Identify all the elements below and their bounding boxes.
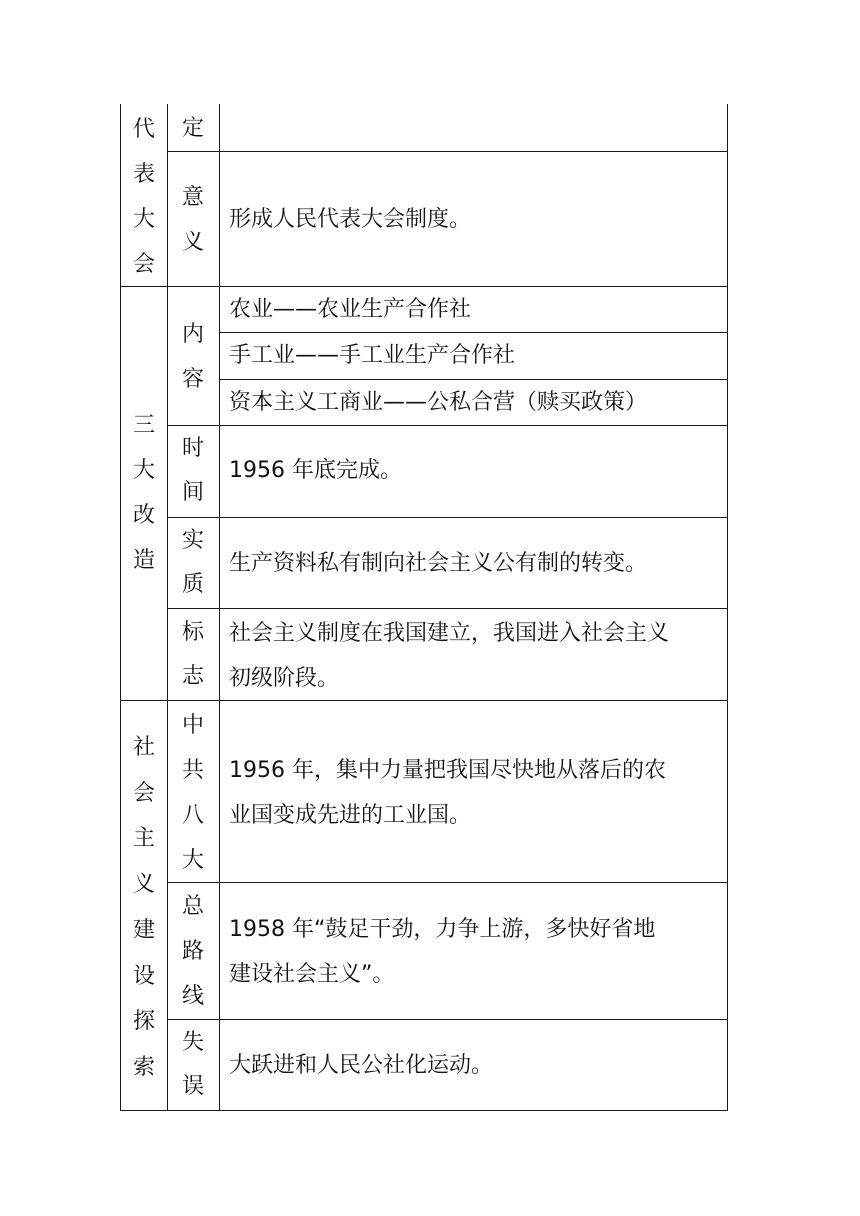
title-char: 索: [132, 1054, 155, 1080]
label-char: 质: [181, 572, 204, 597]
cell-text: 生产资料私有制向社会主义公有制的转变。: [229, 551, 648, 576]
title-char: 三: [132, 413, 155, 438]
row-label-time: [173, 427, 213, 515]
cell-text: 初级阶段。: [229, 666, 340, 691]
label-char: 容: [181, 367, 204, 392]
label-char: 线: [181, 984, 204, 1009]
cell-text: 大跃进和人民公社化运动。: [229, 1053, 494, 1078]
title-char: 义: [132, 872, 155, 898]
label-char: 定: [181, 116, 204, 141]
content-row-capitalist-industry: 资本主义工商业——公私合营（赎买政策）: [229, 390, 648, 415]
title-char: 社: [132, 735, 155, 760]
section-title-socialist-construction: [124, 725, 164, 1091]
title-char: 建: [132, 917, 155, 943]
cell-text: 社会主义制度在我国建立，我国进入社会主义: [229, 621, 670, 646]
cell-text: 业国变成先进的工业国。: [229, 803, 472, 828]
row-label-mistakes: [173, 1021, 213, 1109]
title-char: 代: [132, 117, 155, 142]
row-label-essence: [173, 519, 213, 607]
row-label-establish: [173, 106, 213, 151]
label-char: 八: [181, 803, 204, 828]
title-char: 主: [132, 826, 155, 852]
label-char: 中: [181, 713, 204, 738]
title-char: 大: [132, 207, 155, 232]
label-char: 义: [181, 230, 204, 255]
row-label-general-line: [173, 884, 213, 1019]
row-line: [167, 517, 728, 518]
row-line: [167, 1019, 728, 1020]
row-line: [167, 151, 728, 152]
label-char: 共: [181, 758, 204, 783]
title-char: 探: [132, 1009, 155, 1035]
row-label-marker: [173, 611, 213, 699]
section-line: [120, 700, 728, 701]
label-char: 志: [181, 664, 204, 689]
label-char: 路: [181, 939, 204, 964]
label-char: 时: [181, 436, 204, 461]
label-char: 大: [181, 848, 204, 873]
cell-text: 形成人民代表大会制度。: [229, 207, 472, 232]
label-char: 意: [181, 185, 204, 210]
label-char: 实: [181, 528, 204, 553]
cell-text: 1956 年底完成。: [229, 458, 402, 483]
cell-text: 1958 年“鼓足干劲，力争上游，多快好省地: [229, 917, 656, 942]
title-char: 改: [132, 503, 155, 528]
label-char: 总: [181, 894, 204, 919]
cell-text: 建设社会主义”。: [229, 962, 395, 987]
title-char: 会: [132, 780, 155, 806]
table-border-left: [120, 104, 121, 1111]
row-line: [167, 608, 728, 609]
title-char: 表: [132, 162, 155, 187]
section-title-npc: [124, 107, 164, 287]
content-row-agriculture: 农业——农业生产合作社: [229, 297, 472, 322]
title-char: 设: [132, 963, 155, 989]
label-char: 标: [181, 620, 204, 645]
label-char: 误: [181, 1074, 204, 1099]
row-label-content: [173, 312, 213, 402]
table-border-bottom: [120, 1110, 728, 1111]
label-char: 间: [181, 480, 204, 505]
row-line: [167, 882, 728, 883]
section-title-three-reforms: [124, 403, 164, 583]
title-char: 造: [132, 548, 155, 573]
content-row-handicraft: 手工业——手工业生产合作社: [229, 343, 516, 368]
title-char: 大: [132, 458, 155, 483]
row-label-eighth-congress: [173, 703, 213, 883]
label-char: 失: [181, 1030, 204, 1055]
title-char: 会: [132, 252, 155, 277]
row-label-significance: [173, 175, 213, 265]
label-char: 内: [181, 322, 204, 347]
cell-text: 1956 年，集中力量把我国尽快地从落后的农: [229, 758, 666, 783]
